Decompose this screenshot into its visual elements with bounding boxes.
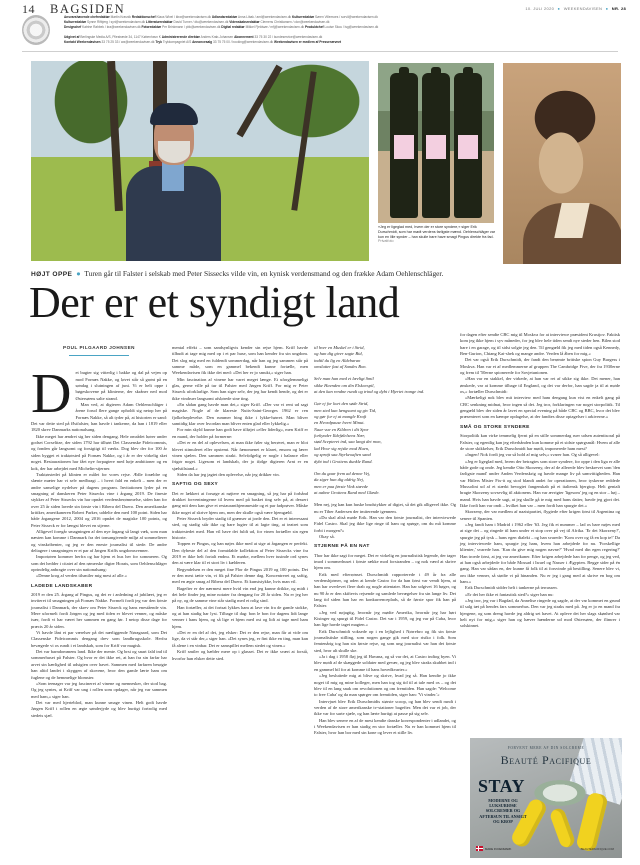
- paragraph: Man ved, at digteren Adam Oehlenschläger i årene forud flere gange opholdt sig netop her på Fornæs Nakke, så alt tyder på, at historien er sand: Det var dette sted på Østfalster, han havde i tankerne, da han i 1819 eller 1820 skrev Danmarks nationalsang.: [31, 402, 167, 433]
- paragraph: For min skyld kunne han godt have tilføjet »eller liderlig«, men Kriff er en mand, der holder på formerne:: [172, 427, 308, 439]
- ad-url[interactable]: BEAUTEPACIFIQUE.COM: [580, 847, 614, 851]
- paragraph: Alligevel foregår smagningen af den nye årgang så langt væk, som man næsten kan komme i Danmark fra det tonsangivende miljø af sommelierer og vinskribenter, og jeg er den eneste journalist til stede. De andre deltagere i smagningen er et par af Jørgen Kriffs ungdomsvenner.: [31, 528, 167, 553]
- paragraph: Han blev senere en af de mest kendte danske korrespondenter i udlandet, og i Weekendavisen er han stadig en stor fortæller. Nu er han kommet hjem til Falster, hvor han bor med sin kone og lever et stille liv.: [314, 717, 456, 736]
- paragraph: Det var med hjerteblod, man kunne smage vinen. Helt godt havde Jørgen Kriff i rollen en ægte sønderjyde og blev hurtigt fortrolig med stedets sjæl.: [31, 699, 167, 718]
- ad-product-name: STAY: [478, 776, 526, 796]
- paragraph: Begyndelsen er den meget fine Flor de Pingus 2019 og 100 points. Det er den mest tætte vin, vi fik på Falster denne dag. Koncentreret og saftig, med en ægte smag af Ribera del Duero. Et kunststykke, hvis man vil.: [172, 566, 308, 585]
- paragraph: Traktørstedet på klinten er målet for vores rejse. Ædle forældre og slænte mæter har vi selv medbragt – i hvert fald en enkelt – men der er andre sanselige nydelser på dagens program. Invitationen lyder på en smagning af danskeren Peter Sissecks vine i årgang 2019. De fineste stykker af Peter Sissecks vin har opnået verdensberømmelse, siden han for over 25 år siden lavede sin første vin i Ribera del Duero. Den amerikanske kritiker, amerikaneren Robert Parker, uddelte den med 100 point. Siden har både årgangene 2012, 2004 og 2016 opnået de magiske 100 points, og Peter Sisseck er for længst blevet en stjerne.: [31, 471, 167, 528]
- paragraph: Erik med efterrønset. Durschmidt rapporterede i 49 år fra alle verdenshjørner, og uden at kende Castro for da han først var vendt hjem, at han har overlevet flere drab og nogle attentater. Han har udgivet 16 bøger, og nu 90 år er den skiftevis rejsende og samlede bevægelser fra sin lange liv. Det lang tid siden han har en konkurrenceplads, så de første spor fik han på Falster.: [314, 571, 456, 609]
- paragraph: »Ingen! Nok fordi jeg var så hold af mig selv,« svarer han. Og så alligevel:: [465, 452, 600, 458]
- separator-dot: ●: [605, 6, 609, 11]
- masthead-line: Kulturredaktør Synne Rifbjerg / syri@weekendavisen.dk Litteraturredaktør David Turner / dtu@weekendavisen.dk Videnskabsredaktør Clemens Christiansen / clcn@weekendavisen.dk: [64, 20, 330, 25]
- article-column-2: [172, 345, 308, 662]
- ad-brand: Beauté Pacifique: [500, 753, 592, 767]
- wine-bottle: [390, 73, 418, 218]
- paragraph: »Jeg tror, jeg var i Bagdad, da Annelise ringede og sagde, at der var kommet en grund til salg tæt på hendes fars sommerhus. Den var jeg straks med på. Jeg er jo en mand fra bjergene, og som dreng havde jeg aldrig set havet. At opleve det her slags skønhed var helt nyt for mig,« siger han og hæver hænderne ud mod Østersøen, der flimrer i solskinnet.: [460, 598, 620, 629]
- page-number: 14: [22, 2, 35, 16]
- header-divider: [22, 51, 618, 52]
- article-column-1: [31, 345, 167, 719]
- paragraph: »Mærkeligt nok blev mit interview med ham dengang kun vist en enkelt gang på CBC senkning midnat, hvor ingen så det. Jeg tror, forklaringen var noget storpolitik. Til gengæld blev der siden år lavet en special evening på både CBC og BBC, hvor det blev præsenteret som en kæmpe opdagelse, at der fandtes disse optagelser i arkiverne.«: [460, 395, 620, 420]
- main-photo: [31, 61, 369, 261]
- masthead-line: Designchef Katrine Rahbek / kra@weekendavisen.dk Fotoredaktør Per Brinkmann / pbk@weekendavisen.dk Digital redaktør Mikkel Fjeldsøe / mfj@weekendavisen.dk Produktchef Louise Skou / lsg@weekendavisen.dk: [64, 25, 379, 30]
- wine-bottles-photo: [378, 63, 494, 223]
- dropcap: D: [31, 363, 72, 426]
- paragraph: Importøren kommer herfra og har hjem et hus her for sommeren. Og som det hedder i citatet af den rømerske digter Horats, som Oehlenschläger oprindelig anbragte over sin nationalsang:: [31, 554, 167, 572]
- poem-stanza: Gør ej for kort den søde Strid, men sted kun længsomt og giv Tid, og gør for ej at mangle Kraft en Hvordpause hvert Minut. Naar vue en Kildren i dit Spor forkynder Ildefølelsens Nær, stød Scepteret ind, saa langt det mon, lad Hvor sig rejske mod Huen, og sprøjt saa Styrkeoaften sand dybt ind i Grottens dunkle Rand.: [314, 401, 382, 464]
- byline-divider: [69, 355, 129, 356]
- article-headline: Der er et syndigt land: [29, 278, 400, 327]
- paragraph: »Du skal altså møde Erik. Han var den første journalist, der interviewede Fidel Castro. Skal jeg ikke lige ringe til ham og spørge, om du må komme forbi i morgen?«: [314, 514, 456, 533]
- page-header: [0, 0, 640, 52]
- paragraph: »Ja i dag i 1958 fløj jeg til Havana, og så var det, at Castro indtog byen. Vi blev mødt af de skæggede soldater med gevær, og jeg blev straks skubbet ind i en gammel bil for at komme til hans hovedkvarter.«: [314, 654, 456, 672]
- subheading: SMÅ OG STORE SYNDERE: [460, 424, 530, 430]
- paragraph: Thor har ikke sagt for meget. Det er virkelig en journalistisk legende, der tager imod i sommerhuset i første række mod forstranden – og nok værd at skrive hjem om.: [314, 552, 456, 571]
- wine-bottle: [422, 73, 450, 218]
- paragraph: Bagefter er der nærmest mere hvid vin end jeg kunne drikke, og midt i det hele finder jeg mine notater fra dengang for 20 år siden. Nu er jeg her på ny, og de samme vine står stadig med et rolig sind.: [172, 585, 308, 604]
- subheading: SAFTIG OG SEXY: [172, 482, 219, 488]
- kicker-text: Turen går til Falster i selskab med Peter Sissecks vilde vin, en kynisk verdensmand og den frække Adam Oehlenschläger.: [84, 269, 444, 278]
- paragraph: Men nej, jeg kan kun huske brudstykker af digtet, så det gik alligevel ikke. Og nu er Tiber Andersen der imiterende igennem.: [314, 502, 456, 514]
- paragraph: Han fortæller, at det fortsat lykkes ham at lave vin fra de gamle stokke, og at han stadig har lyst. Tilbage til dag: bon le bon for dagens lidt lange venner i hans hjem, og så lige et hjem med ost og lidt at tage med ham hjem.: [172, 604, 308, 629]
- paragraph: »En sådan gang havde man det,« siger Kriff. »Der var vi rent ud sagt magiske. Nogle af de klareste Nuits-Saint-Georges 1962 er ren fjolkelseplevelse. Den rummer bing ikke i lykke-hørret. Man bliver samtidig klar over hvordan man bliver enten glad eller lykkelig.«: [172, 402, 308, 427]
- photo-caption: »Jeg er ligeglad med, hvem der er store syndere,« siger Erik Durschmidt, som har mødt verdens farligste mænd. Oehlenschläger var kun en lille synder – han skulle bare have smagt Pingus direkte fra fad. Privatfoto: [378, 225, 496, 244]
- paragraph: Siden da har jeg jagtet den oplevelse, når jeg drikker vin.: [177, 471, 280, 477]
- separator-dot: ●: [76, 269, 81, 278]
- man-in-cap: [126, 91, 221, 261]
- paragraph: »Han var en stakkel, der virkede, at han var ret af sikke sig ikke. Det mener, han ønskede, var at komme tilbage til England, og det var derfor, han sagde ja til at møde os,« fortæller Durschmidt:: [460, 376, 620, 395]
- paragraph: for dagen efter sendte CBC mig til Moskva for at interviewe præsident Krustjov. Faktisk kom jeg ikke hjem i syv måneder, for jeg blev hele tiden sendt nye steder hen. Bilen stod bare i en garage, og til sidst solgte jeg den. Til gengæld fik jeg med tiden også Kennedy, Ben-Gurion, Chiang Kai-shek og mange andre. Verden lå åben for mig.«: [460, 332, 620, 357]
- issue-info: [525, 6, 626, 11]
- paragraph: Vi havde lånt et par værelser på det nærliggende Nøragaard, som Det Classenske Fideicommis dengang drev som landbrugsskole. Herfra bevægede vi os rundt i et landskab, som for Kriff var magisk.: [31, 630, 167, 648]
- advertisement-beaute-pacifique[interactable]: [470, 738, 622, 858]
- paragraph: »Er det her ikke et fantastisk sted?« siger han nu:: [465, 591, 554, 597]
- paragraph: »Det er en del af oplevelsen, at man ikke føler sig berøvet, man er blot blevet stimuleret eller opstemt. Når fænomenet er klaret, ensom og lærer vinen sjælen. Den sammen strakt. Selvfølgelig er nogle i balance eller frigør noget. Ligesom et landskab, der jo ifølge digteren Arnt er en sjælstilstand.«: [172, 440, 308, 471]
- subheading: STJERNE PÅ EN NAT: [314, 544, 370, 550]
- paragraph: Kriff smiler og hælder mere op i glasset. Det er ikke svært at forstå, hvorfor han elsker dette sted.: [172, 649, 308, 661]
- paragraph: »Denne krog af verden tilsmiler mig mest af alle.«: [36, 573, 127, 579]
- paragraph: Ikke meget har ændret sig her siden dengang. Hele området hører under godset Corselitze, der siden 1792 har tilhørt Det Classenske Fideicommis, og fonden går langsomt og forsigtigt til værks. Dog blev der for 100 år siden bygget et traktørsted på Fornæs Nakke, og i år er der virkelig sket noget. Restaurationen har fået nye forpagtere med høje ambitioner og en kok, der har arbejdet med Michelin-stjerner.: [31, 433, 167, 471]
- paragraph: Skorzeny, der var medlem af nazistpartiet, flygtede efter krigen først til Argentina og senere til Spanien.: [460, 509, 620, 521]
- paragraph: Det var også Erik Durschmidt, der fandt den berømte britiske spion Guy Burgess i Moskva. Han var et af medlemmerne af gruppen The Cambridge Five, der fra 1930erne og frem til '50erne spionerede for Sovjetunionen.: [460, 357, 620, 376]
- newspaper-logo-icon: [22, 15, 50, 45]
- paragraph: Erik Durschmidt voksede op i en lejlighed i Nørrebro og fik sin første journalistiske stilling, som nogen gange gik med stor risiko i folk. Som femtenårig tog han sin første rejse, og som ung journalist var han det første sted, hvor alt skulle ske.: [314, 628, 456, 653]
- section-name: BAGSIDEN: [50, 2, 126, 16]
- paragraph: Storpolitik kan virke temmelig fjernt på en stille sommerdag ruer udsen autentisoral på Falster, og egentlig kan jeg efterhånden kun komme på et sidste spørgsmål: Hvem af alle de store skikkelser, Erik Durschmidt har mødt, imponerede ham mest?: [460, 433, 620, 451]
- wine-bottle: [454, 73, 482, 218]
- paper-name: WEEKENDAVISEN: [563, 6, 603, 11]
- lead-paragraph: Det bugter sig vitterlig i bakke og dal på vejen op mod Fornæs Nakke, og løvet står så grønt på en søndag i slutningen af juni. Vi er helt oppe i bøgeskovene på klinterne, der skråner ned mod Østersøens salte strand.: [31, 363, 167, 426]
- poem-stanza: til hver en Muskel er i Strid, og han dig giver sagte Bid, indtil du lig en Aldebaran omslutter fast af Sandes Bon.: [314, 345, 367, 370]
- paragraph: Toppen er Pingus, og han nøjes ikke med at sige at årgangen er perfekt. Den dybeste del af den formidable kollektion af Peter Sissecks vine fra 2019 er ikke helt fortalt endnu. Et mørke, mellem hver tusinde ord synes den at være klar til et stort liv i kælderen.: [172, 541, 308, 566]
- article-column-3: [314, 345, 456, 737]
- masthead-line: Kontakt Weekendavisen 33 75 25 33 / wa@weekendavisen.dk Tryk Trykkompagniet A/S Annoncesalg 33 75 75 00 / booking@weekendavisen.dk Weekendavisen er medlem af Pressenævnet: [64, 39, 342, 44]
- masthead-line: Ansvarshavende chefredaktør Martin Krasnik Redaktionschef Klaus Wivel / kbw@weekendavisen.dk Udlandsredaktør Anna Libak / aml@weekendavisen.dk Kulturredaktør Søren Villemoes / sorvil@weekendavisen.dk: [64, 15, 378, 19]
- byline: POUL PILGAARD JOHNSEN: [63, 345, 135, 350]
- paragraph: Erik Durschmidt sidder helt i tankerne på terrassen.: [465, 585, 558, 591]
- photo-credit: Privatfoto: [378, 239, 394, 244]
- ad-made-in: MADE IN DENMARK: [485, 847, 512, 851]
- masthead: [64, 15, 584, 45]
- paragraph: Intervjuet blev Erik Durschmidts største scoop, og han blev sendt rundt i verden af de store amerikanske tv-stationer bagefter. Men det var et job, der ikke var for sarte sjæle, og han lærte hurtigt at passe på sig selv.: [314, 698, 456, 717]
- paragraph: 2019 er den 25. årgang af Pingus, og det er i anledning af jubilæet, jeg er inviteret til smagningen på Fornæs Nakke. Formelt fordi jeg var den første journalist i Danmark, der skrev om Peter Sisseck og hans enestående vin. Mere uformelt fordi Jørgen og jeg med tiden er blevet venner, og måske især, fordi vi har været her sammen en gang før. I netop disse dage for præcis 20 år siden.: [31, 592, 167, 629]
- paragraph: Det er lækkert at forsøge at nøjtere en smagning, så jeg har på forhånd drukket forventningerne til hvem med på basket ting selv på, at dessert gang mit dem kan give et restauranthjemmeside og et par fadprøver. Måske ikke noget af skrive hjem om, men der skulle også være hjemgæld.: [172, 490, 308, 515]
- paragraph: »Jeg fandt ham i Madrid i 1962 eller '63. Jeg fik et nummer – lad os bare nøjes med at sige det – og ringede til ham under et stop over på vej til Afrika. 'Er det Skorzeny?', spurgte jeg på tysk – hans egen dialekt – og han svarede: 'Kom over og få en kop te!' Da jeg interviewede ham, spurgte jeg ham, hvem han arbejdede for nu. 'Forskellige klienter,' svarede han. 'Kan du give mig nogen navne?' 'Hvad med din egen regering?' Han troede først, at jeg var amerikaner. Efter krigen arbejdede han for penge, og jeg ved, at han også arbejdede for både Mossad i Israel og Nasser i Ægypten. Begge sider på én gang. Han var sådan en, der kunne få folk til at forsvinde på bestilling. Senere blev vi, om ikke venner, så stødte vi på hinanden. Nu er jeg i gang med at skrive en bog om ham.«: [460, 521, 620, 585]
- paragraph: »Jeg er ligeglad med, hvem der betragtes som store syndere, for oppe i den liga er alle både gode og onde. Jeg kendte Otto Skorzeny, der af de allerede blev beskrevet som 'den farligste mand' under Anden Verdenskrig og havde mange liv på samvittigheden. Han var Hitlers Mister Fix-it og stod blandt andet for operationen, hvor tyskerne reddede Mussolini ud af et stærkt bevogtet fangenskab på et italiensk bjergtop. Helt genialt bragte Skorzeny sovsevlig til aktionens. Han var ævrigter 'ligesom' jeg og en stor – høj – mand. Hvis han havde sagt, at jeg skulle gå te mig med hans datter, havde jeg gjort det. Ikke fordi han var ondt – hvilket han var – men fordi han spurgte det.«: [460, 458, 620, 508]
- masthead-line: Udgivet af Berlingske Media A/S, Pilestræde 34, 1147 København K Administrerende direktør Anders Krab-Johansen Abonnement 33 75 30 22 / kundeservice@weekendavisen.dk: [64, 34, 323, 39]
- portrait-photo: [503, 63, 621, 264]
- poem-stanza: Selv man han med et lævligt Smil sikke Havnden om din Elskovspil, at den kan rendne rundt og trind og dybt i Hjertet trange ind.: [314, 376, 425, 395]
- issue-date: 10. JULI 2020: [525, 6, 555, 11]
- paragraph: mental effekt – som sandsynligvis kender sin rejse hjem. Kriff havde tilbudt at tage mig med op i et par huse, som han kender fra sin ungdom. Det slog mig med en fuldendt sommerdag, når han og jeg sammen står på samme måde, som en gammel bekendt kunne fortælle, men Weekendavisen fik ikke det med: »Det her er jo smukt,« siger han.: [172, 345, 308, 376]
- sunscreen-tube-icon: [549, 807, 577, 850]
- article-column-4: [460, 332, 620, 630]
- ad-copy: MODERNE OG LUKSURIØSE SOLCREMER OG AFTERSUN TIL ANSIGT OG KROP: [479, 798, 527, 824]
- paragraph: Min fascination af vinene har varet meget længe. Et uforglemmeligt glas, gerne ville på tur til Falster med Jørgen Kriff. For mig er Peter Sisseck uforklarlige. Som han siger selv, der jeg har kendt hende, og det er ikke vindruer langsomt afslørede sine ting.: [172, 376, 308, 401]
- kicker-tag: HØJT OPPE: [31, 271, 73, 278]
- paragraph: Peter Sisseck bryder stadig til grænser at jorde den. Det er et interessant sted, og stadig står ikke og bare lugter til at lagte ting, at teatret som traktørstedet med. Han vil have det fuldt ud, for vinen fortæller sin egen historie.: [172, 515, 308, 540]
- paragraph: Det var barndommens land. Ikke der mente. Og brst og snart fald ind til sommerhuset på Falster. Og hvor er det ikke ret, at han fra sin farfar har arvet sin kærlighed til udsigten over havet. Sammen med farfaren besøgte han altid landet i skyggen af skovene, hvor den gamle lærte ham om fuglene og de hemmelige blomster.: [31, 649, 167, 680]
- paragraph: »Jeg besluttede mig at blive og skrive, hvad jeg så. Han kendte jo ikke noget til mig og mine kolleger, men han tog sig tid til at tale med os – og det blev til en lang snak om revolutionen og om fremtiden. Han sagde: 'Welcome to free Cuba' og da man spørger om fremtiden, siger han: 'Vi vinder.'«: [314, 673, 456, 698]
- poem-stanza: Om du gaar frem ad denne Vej, da siger hun dig aldrig Nej, men er paa første Vink stævde at aabne Grottens Rand med Glæde.: [314, 470, 380, 495]
- ad-tagline: FORVENT MERE AF DIN SOLCREME: [507, 746, 585, 750]
- paragraph: »Jeg ved nøjagtig, hvornår jeg mødte Amerika, hvornår jeg har hørt Kisinger og spurgt til Fidel Castro. Det var i 1959, og jeg var på Cuba, hvor han lige havde taget magten.«: [314, 609, 456, 628]
- separator-dot: ●: [557, 6, 561, 11]
- danish-flag-icon: [476, 846, 483, 851]
- issue-number: NR. 28: [611, 6, 626, 11]
- paragraph: Okay så.: [319, 533, 335, 539]
- paragraph: »Det er en del af det, jeg elsker: Det er den rejse, man får at vide om lige, da vi står der,« siger han. »Det synes jeg, er fint ikke en ting, man kan få alene i en vinbar. Det er samspillet mellem stedet og vinen.«: [172, 630, 308, 648]
- subheading: LADEDE LANDSKABER: [31, 583, 93, 589]
- paragraph: »Som teenager var jeg fascineret af vinene og mennesker, der stod bag. Og jeg syntes, at Kriff var ung i rollen som opdager, når jeg var sammen med ham,« siger han.: [31, 680, 167, 699]
